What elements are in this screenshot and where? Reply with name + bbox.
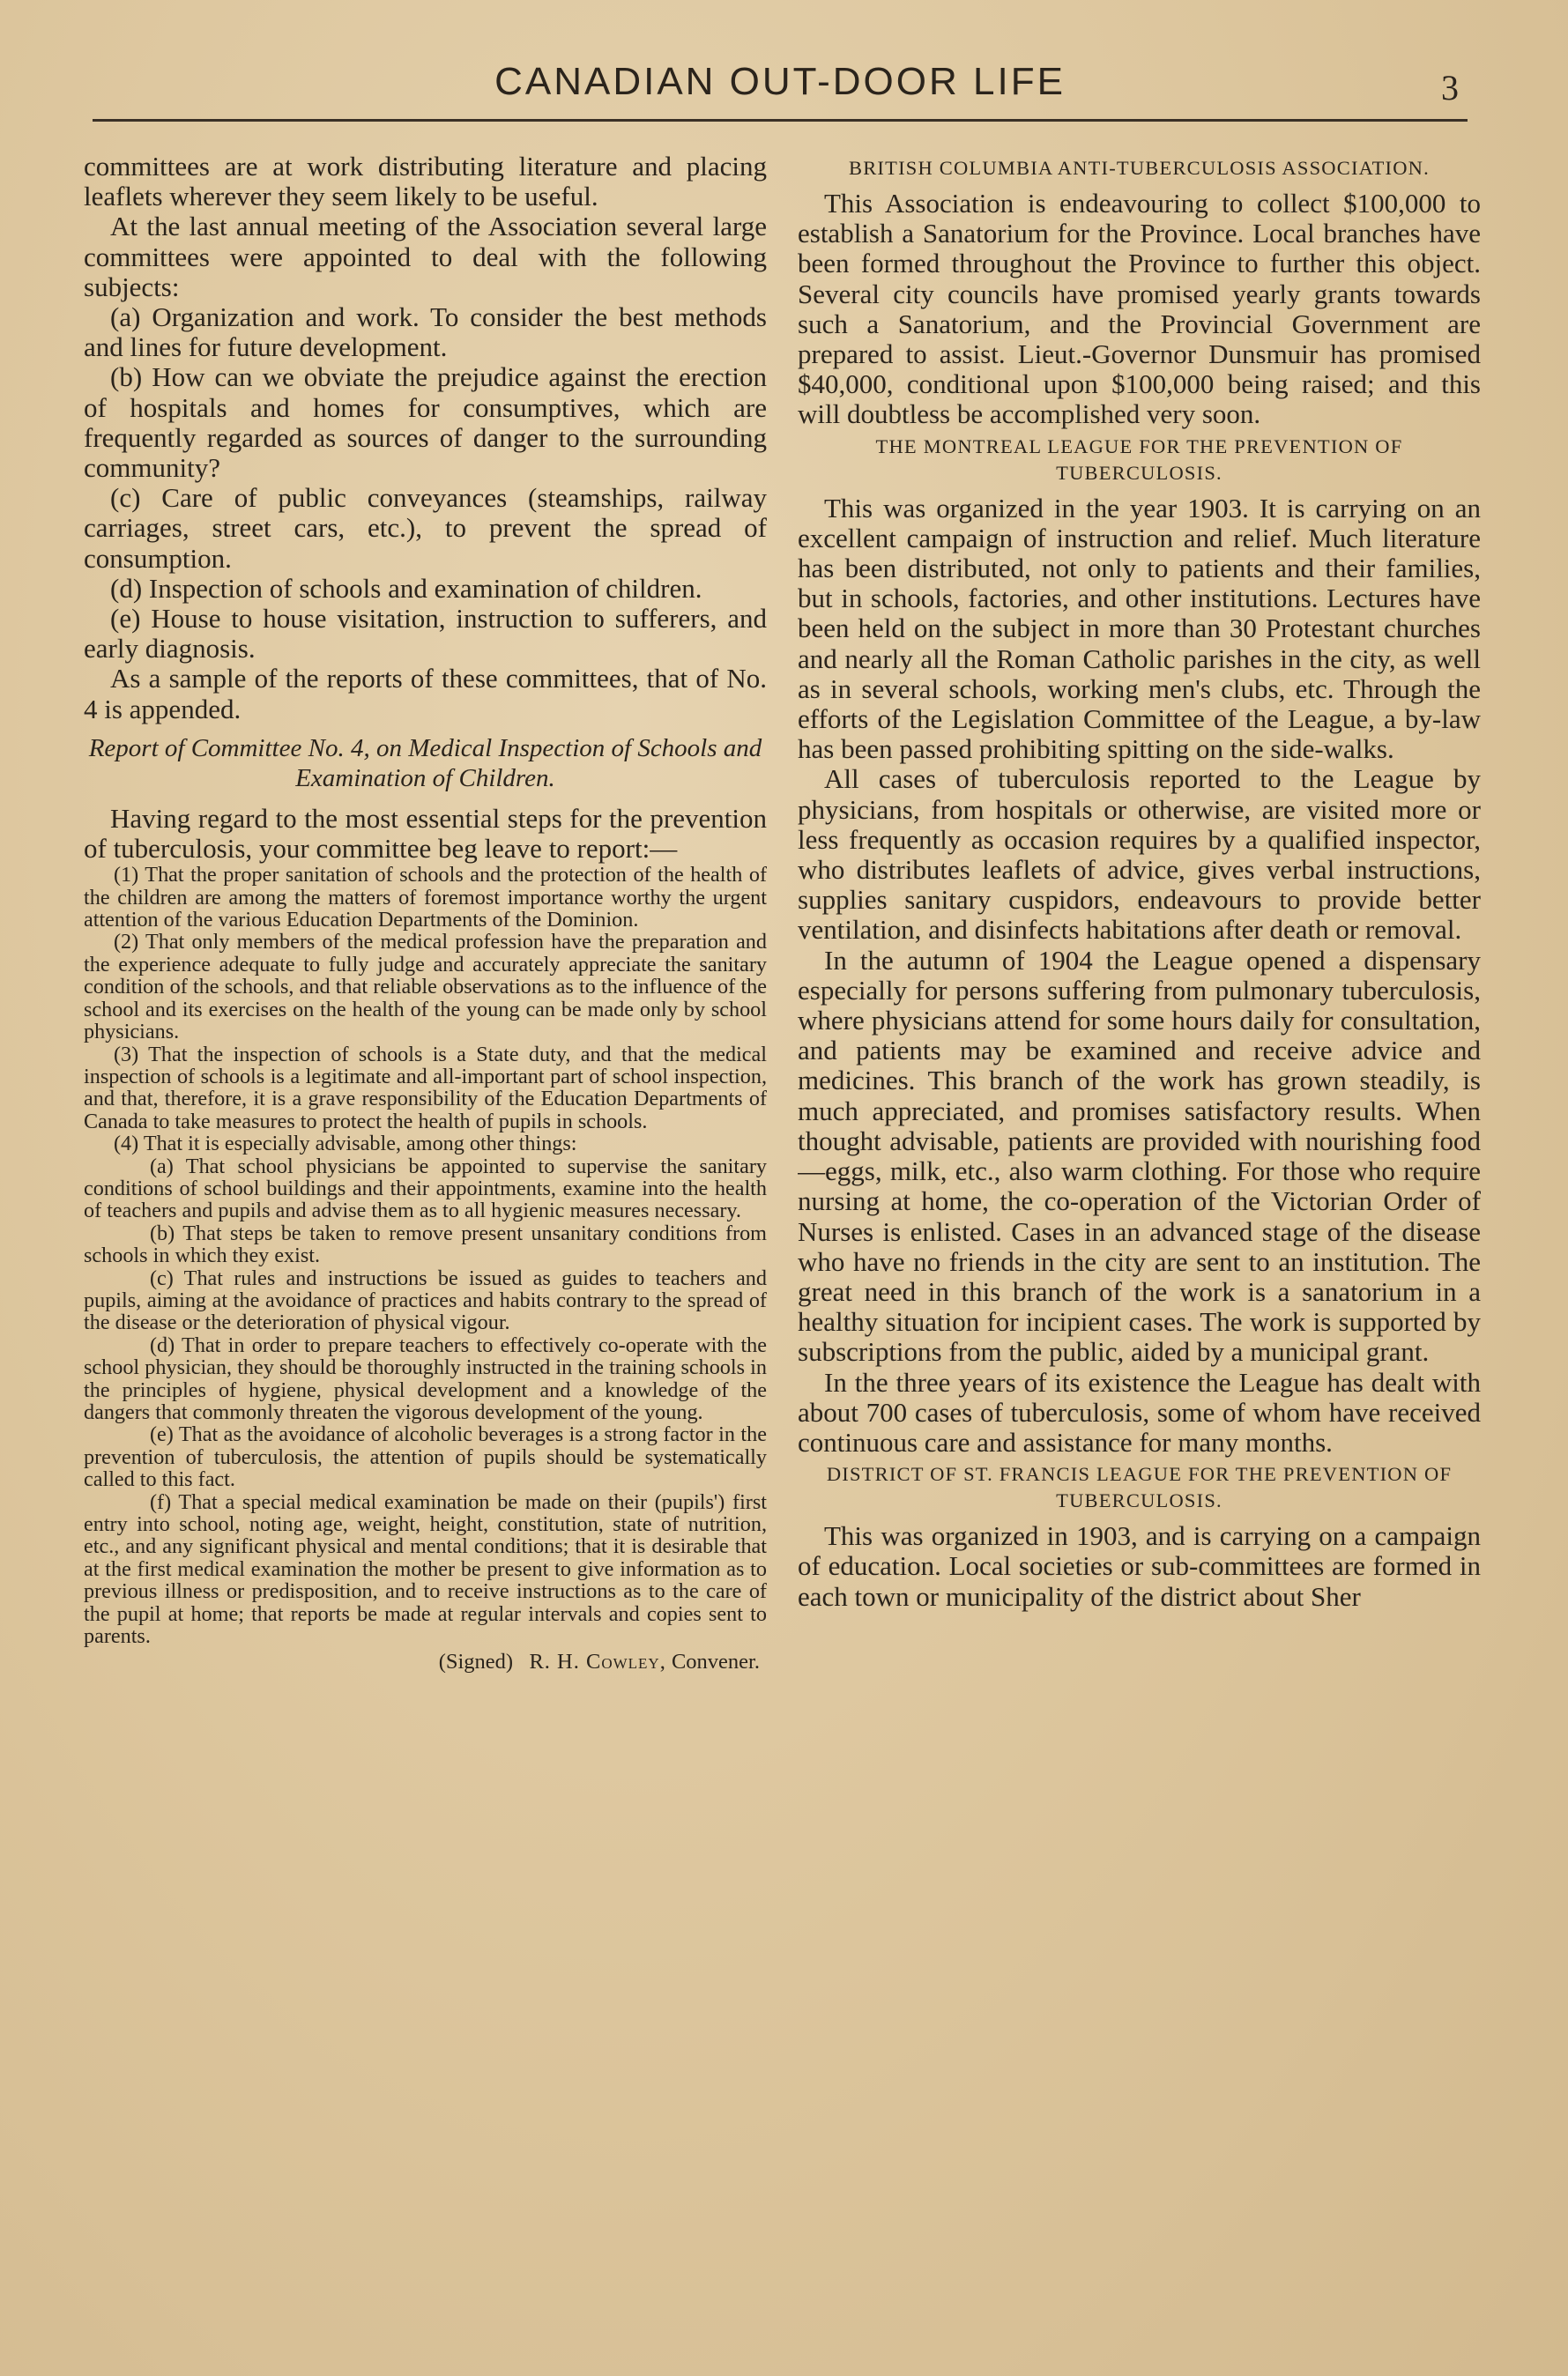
report-subitem: (f) That a special medical examination be made on their (pupils') first entry into school, noting age, weight, height, constitution, state of nutrition, etc., and any significant physical and mental conditions; that it is desirable that at the first medical examination the mother be present to give information as to previous illness or predisposition, and to receive instructions as to the care of the pupil at home; that reports be made at regular intervals and copies sent to parents. [84,1489,767,1649]
header-rule [93,119,1468,122]
left-column [84,152,767,2214]
report-title: Report of Committee No. 4, on Medical Inspection of Schools and Examination of Children. [88,733,762,792]
paragraph: All cases of tuberculosis reported to the League by physicians, from hospitals or otherwise, are visited more or less frequently as occasion requires by a qualified inspector, who distributes leaflets of advice, gives verbal instructions, supplies sanitary cuspidors, endeavours to provide better ventilation, and disinfects habitations after death or removal. [798,763,1481,946]
paragraph: This Association is endeavouring to collect $100,000 to establish a Sanatorium for the Province. Local branches have been formed throughout the Province to further this object. Several city councils have promised yearly grants towards such a Sanatorium, and the Provincial Government are prepared to assist. Lieut.-Governor Dunsmuir has promised $40,000, conditional upon $100,000 being raised; and this will doubtless be accomplished very soon. [798,188,1481,430]
report-subitem: (d) That in order to prepare teachers to effectively co-operate with the school physician, they should be thoroughly instructed in the training schools in the principles of hygiene, physical development and a knowledge of the dangers that commonly threaten the vigorous development of the young. [84,1333,767,1425]
report-subitem: (c) That rules and instructions be issued as guides to teachers and pupils, aiming at the avoidance of practices and habits contrary to the spread of the disease or the deterioration of physical vigour. [84,1266,767,1335]
report-item: (3) That the inspection of schools is a State duty, and that the medical inspection of schools is a legitimate and all-important part of school inspection, and that, therefore, it is a grave responsibility of the Education Departments of Canada to take measures to protect the health of pupils in schools. [84,1042,767,1133]
page-header [93,51,1468,122]
signed-name: R. H. Cowley, [529,1650,666,1674]
report-subitem: (a) That school physicians be appointed to supervise the sanitary conditions of school buildings and their appointments, examine into the health of teachers and pupils and advise them as to all hygienic measures necessary. [84,1154,767,1223]
section-heading: DISTRICT OF ST. FRANCIS LEAGUE FOR THE PREVENTION OF TUBERCULOSIS. [826,1463,1453,1512]
list-item: (e) House to house visitation, instruction to sufferers, and early diagnosis. [84,603,767,665]
paragraph: At the last annual meeting of the Association several large committees were appointed to deal with the following subjects: [84,211,767,302]
paragraph: This was organized in 1903, and is carrying on a campaign of education. Local societies or sub-committees are formed in each town or municipality of the district about Sher [798,1520,1481,1612]
page-number: 3 [1441,68,1459,108]
paragraph: Having regard to the most essential steps for the prevention of tuberculosis, your committee beg leave to report:— [84,802,767,865]
right-column [798,152,1481,2214]
report-subitem: (e) That as the avoidance of alcoholic beverages is a strong factor in the prevention of tuberculosis, the attention of pupils should be systematically called to this fact. [84,1422,767,1492]
list-item: (d) Inspection of schools and examination of children. [110,572,702,604]
report-item: (1) That the proper sanitation of schools and the protection of the health of the children are among the matters of foremost importance worthy the urgent attention of the various Education Departments of the Dominion. [84,863,767,932]
signature-line [84,1649,767,1675]
list-item: (b) How can we obviate the prejudice against the erection of hospitals and homes for consumptives, which are frequently regarded as sources of danger to the surrounding community? [84,361,767,484]
list-item: (a) Organization and work. To consider the best methods and lines for future development. [84,301,767,363]
running-title: CANADIAN OUT-DOOR LIFE [494,60,1066,103]
signed-role: Convener. [671,1650,760,1674]
report-item: (2) That only members of the medical profession have the preparation and the experience adequate to fully judge and accurately appreciate the sanitary condition of the schools, and that reliable observations as to the influence of the school and its exercises on the health of the young can be made only by school physicians. [84,930,767,1044]
list-item: (c) Care of public conveyances (steamships, railway carriages, street cars, etc.), to prevent the spread of consumption. [84,482,767,574]
report-item: (4) That it is especially advisable, among other things: [114,1132,577,1156]
paragraph: In the autumn of 1904 the League opened a dispensary especially for persons suffering from pulmonary tuberculosis, where physicians attend for some hours daily for consultation, and patients may be examined and receive advice and medicines. This branch of the work has grown steadily, is much appreciated, and promises satisfactory results. When thought advisable, patients are provided with nourishing food—eggs, milk, etc., also warm clothing. For those who require nursing at home, the co-operation of the Victorian Order of Nurses is enlisted. Cases in an advanced stage of the disease who have no friends in the city are sent to an institution. The great need in this branch of the work is a sanatorium in a healthy situation for incipient cases. The work is supported by subscriptions from the public, aided by a municipal grant. [798,944,1481,1368]
paragraph: In the three years of its existence the League has dealt with about 700 cases of tuberculosis, some of whom have received continuous care and assistance for many months. [798,1366,1481,1458]
paragraph: committees are at work distributing literature and placing leaflets wherever they seem likely to be useful. [84,152,767,212]
section-heading: BRITISH COLUMBIA ANTI-TUBERCULOSIS ASSOCIATION. [849,157,1430,179]
paragraph: As a sample of the reports of these committees, that of No. 4 is appended. [84,663,767,724]
section-heading: THE MONTREAL LEAGUE FOR THE PREVENTION OF TUBERCULOSIS. [875,434,1403,484]
paragraph: This was organized in the year 1903. It is carrying on an excellent campaign of instruction and relief. Much literature has been distributed, not only to patients and their families, but in schools, factories, and other institutions. Lectures have been held on the subject in more than 30 Protestant churches and nearly all the Roman Catholic parishes in the city, as well as in several schools, working men's clubs, etc. Through the efforts of the Legislation Committee of the League, a by-law has been passed prohibiting spitting on the side-walks. [798,492,1481,765]
report-subitem: (b) That steps be taken to remove present unsanitary conditions from schools in which they exist. [84,1221,767,1268]
signed-prefix: (Signed) [438,1650,514,1674]
